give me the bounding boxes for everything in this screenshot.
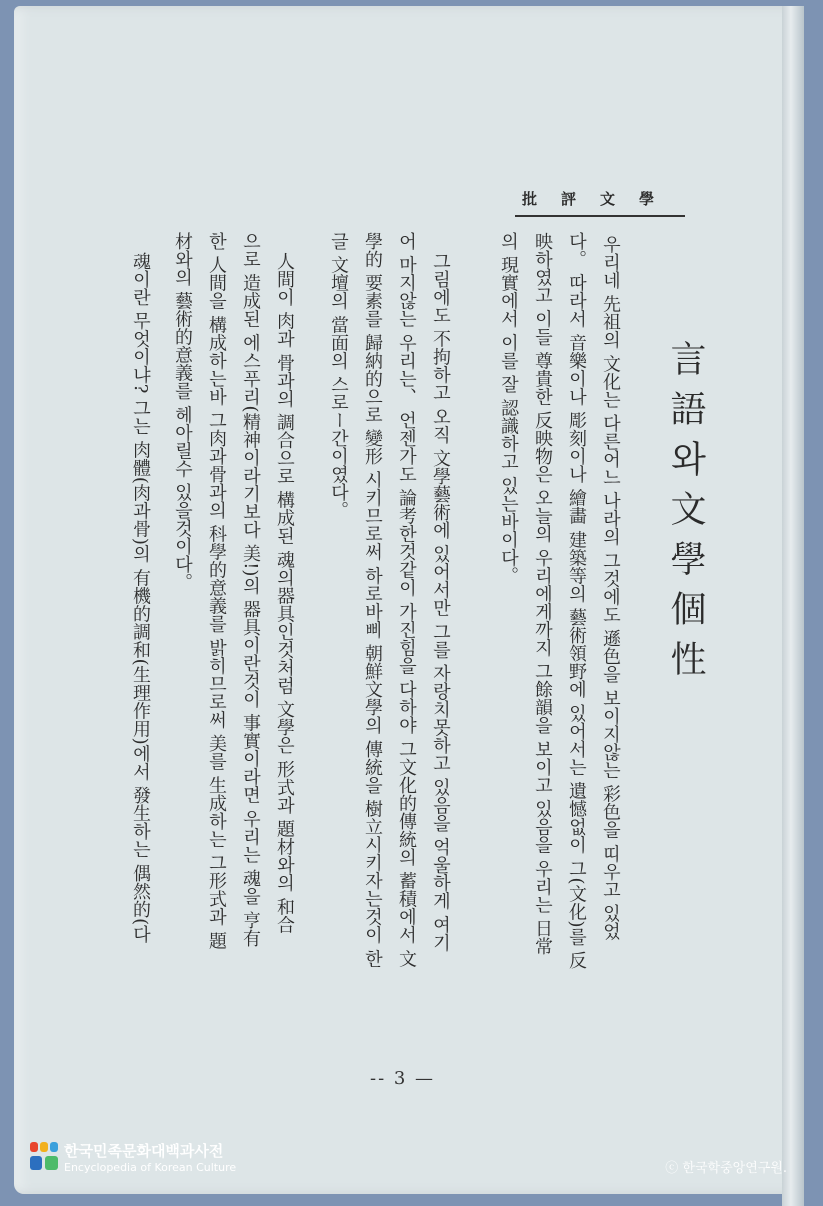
text-column: 우리네 先祖의 文化는 다른어느 나라의 그것에도 遜色을 보이지않는 彩色을 띠우고 있었 xyxy=(600,235,621,941)
text-column: 으로 造成된 에스푸리(精神이라기보다 美!)의 器具이란것이 事實이라면 우리는 魂을 亨有 xyxy=(240,232,261,948)
copyright-notice: ⓒ 한국학중앙연구원. xyxy=(665,1161,787,1176)
logo-english-text: Encyclopedia of Korean Culture xyxy=(64,1161,237,1174)
text-column: 映하였고 이들 尊貴한 反映物은 오늘의 우리에게까지 그餘韻을 보이고 있음을 우리는 日常 xyxy=(532,232,553,956)
article-title: 言語와文學個性 xyxy=(665,340,706,690)
book-spine xyxy=(782,6,804,1206)
text-column: 人間이 肉과 骨과의 調合으로 構成된 魂의器具인것처럼 文學은 形式과 題材와의 和合 xyxy=(274,252,295,934)
page-number: -- 3 — xyxy=(370,1068,436,1089)
text-column: 魂이란 무엇이냐? 그는 肉體(肉과骨)의 有機的調和(生理作用)에서 發生하는 偶然的(다 xyxy=(130,252,151,944)
encyclopedia-logo xyxy=(30,1140,236,1174)
text-column: 材와의 藝術的意義를 헤아릴수 있을것이다。 xyxy=(172,232,193,592)
text-column: 學的 要素를 歸納的으로 變形 시키므로써 하로바삐 朝鮮文學의 傳統을 樹立시키자는것이 한 xyxy=(362,232,383,968)
text-column: 한 人間을 構成하는바 그肉과骨과의 科學的意義를 밝히므로써 美를 生成하는 그形式과 題 xyxy=(206,232,227,950)
logo-mark-icon xyxy=(30,1142,58,1172)
text-column: 어 마지않는 우리는、 언젠가도 論考한것같이 가진힘을 다하야 그文化的傳統의 蓄積에서 文 xyxy=(396,232,417,968)
logo-korean-text: 한국민족문화대백과사전 xyxy=(64,1142,224,1160)
text-column: 그림에도 不拘하고 오직 文學藝術에 있어서만 그를 자랑치못하고 있음을 억울하게 여기 xyxy=(430,252,451,952)
text-column: 글 文壇의 當面의 스로ー간이였다。 xyxy=(328,232,349,520)
running-header: 批評文學 xyxy=(515,188,685,217)
text-column: 다。 따라서 音樂이나 彫刻이나 繪畵 建築等의 藝術領野에 있어서는 遺憾없이 그(文化)를 反 xyxy=(566,232,587,970)
text-column: 의 現實에서 이를 잘 認識하고 있는바이다。 xyxy=(498,232,519,585)
